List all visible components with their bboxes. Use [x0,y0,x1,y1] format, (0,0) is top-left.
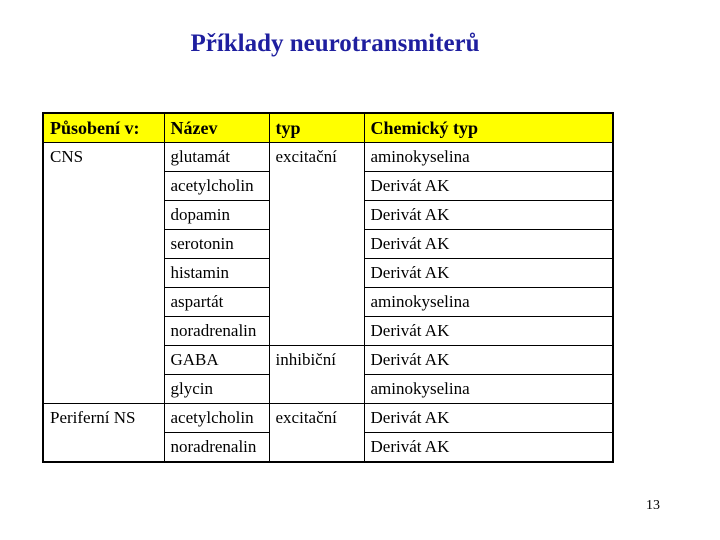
cell-chem: Derivát AK [364,259,613,288]
table-row [43,172,613,201]
cell-name: aspartát [164,288,269,317]
header-chem: Chemický typ [364,113,613,143]
cell-site [43,317,164,346]
cell-chem: aminokyselina [364,375,613,404]
cell-name: histamin [164,259,269,288]
cell-name: acetylcholin [164,404,269,433]
cell-site [43,433,164,463]
cell-chem: Derivát AK [364,404,613,433]
cell-chem: aminokyselina [364,288,613,317]
cell-type [269,259,364,288]
cell-type [269,288,364,317]
table-row [43,288,613,317]
header-type: typ [269,113,364,143]
cell-site [43,201,164,230]
cell-type: inhibiční [269,346,364,375]
slide-title: Příklady neurotransmiterů [190,30,480,57]
cell-type [269,230,364,259]
cell-chem: Derivát AK [364,201,613,230]
cell-name: noradrenalin [164,433,269,463]
table-row [43,375,613,404]
cell-chem: Derivát AK [364,230,613,259]
table-row [43,317,613,346]
cell-name: acetylcholin [164,172,269,201]
cell-type [269,317,364,346]
cell-name: dopamin [164,201,269,230]
table-row [43,259,613,288]
table-header-row [43,113,613,143]
cell-name: GABA [164,346,269,375]
table-row [43,433,613,463]
neurotransmitter-table [42,112,614,463]
cell-chem: Derivát AK [364,433,613,463]
table-row [43,404,613,433]
cell-site [43,259,164,288]
cell-type: excitační [269,404,364,433]
cell-site [43,375,164,404]
table-row [43,230,613,259]
cell-type [269,201,364,230]
cell-type: excitační [269,143,364,172]
header-name: Název [164,113,269,143]
cell-site: Periferní NS [43,404,164,433]
cell-type [269,172,364,201]
cell-chem: aminokyselina [364,143,613,172]
cell-chem: Derivát AK [364,172,613,201]
cell-name: serotonin [164,230,269,259]
cell-type [269,433,364,463]
cell-site [43,288,164,317]
cell-name: glycin [164,375,269,404]
cell-site [43,346,164,375]
cell-site: CNS [43,143,164,172]
cell-chem: Derivát AK [364,346,613,375]
cell-type [269,375,364,404]
page-number: 13 [646,498,660,513]
table-row [43,143,613,172]
table-row [43,201,613,230]
cell-site [43,172,164,201]
table-row [43,346,613,375]
cell-name: glutamát [164,143,269,172]
header-site: Působení v: [43,113,164,143]
cell-name: noradrenalin [164,317,269,346]
cell-chem: Derivát AK [364,317,613,346]
cell-site [43,230,164,259]
